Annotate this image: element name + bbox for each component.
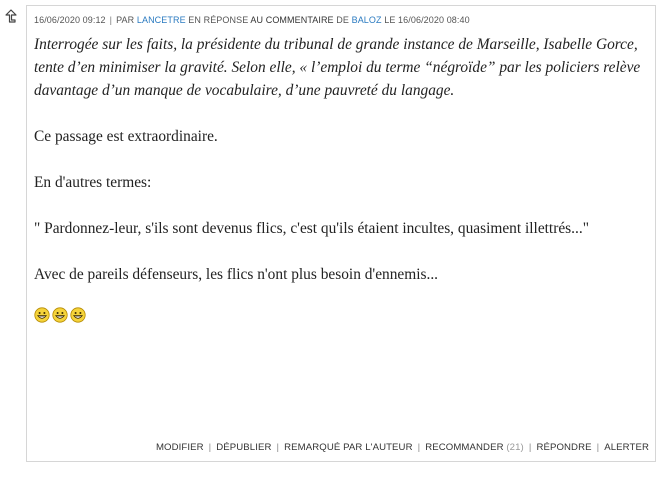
comment-actions: MODIFIER | DÉPUBLIER | REMARQUÉ PAR L'AUTEUR | RECOMMANDER (21) | RÉPONDRE | ALERTER <box>155 442 649 453</box>
by-prefix: PAR <box>116 15 135 25</box>
parent-datetime: 16/06/2020 08:40 <box>398 15 470 25</box>
comment-paragraph: En d'autres termes: <box>34 174 152 191</box>
parent-author-link[interactable]: BALOZ <box>351 15 382 25</box>
comment-card <box>26 5 656 462</box>
modify-link[interactable]: MODIFIER <box>155 442 204 453</box>
author-link[interactable]: LANCETRE <box>136 15 186 25</box>
comment-paragraph: Avec de pareils défenseurs, les flics n'ont plus besoin d'ennemis... <box>34 266 439 283</box>
comment-paragraph: Ce passage est extraordinaire. <box>34 128 218 145</box>
recommend-count: (21) <box>506 442 524 453</box>
reply-arrow-icon <box>3 8 19 28</box>
alert-link[interactable]: ALERTER <box>604 442 649 453</box>
noticed-by-author-label: REMARQUÉ PAR L'AUTEUR <box>284 442 413 453</box>
grinning-face-icon <box>70 307 86 323</box>
parent-date-prefix: LE <box>384 15 396 25</box>
reply-prefix: EN RÉPONSE <box>188 15 249 25</box>
emoji-row <box>34 307 644 323</box>
comment-body <box>34 33 644 323</box>
grinning-face-icon <box>52 307 68 323</box>
comment-datetime: 16/06/2020 09:12 <box>34 15 106 25</box>
comment-meta: 16/06/2020 09:12 | PAR LANCETRE EN RÉPONSE AU COMMENTAIRE DE BALOZ LE 16/06/2020 08:40 <box>34 15 470 25</box>
unpublish-link[interactable]: DÉPUBLIER <box>216 442 272 453</box>
reply-link[interactable]: RÉPONDRE <box>536 442 592 453</box>
comment-paragraph: " Pardonnez-leur, s'ils sont devenus flics, c'est qu'ils étaient incultes, quasiment illettrés..." <box>34 220 589 237</box>
recommend-link[interactable]: RECOMMANDER <box>425 442 504 453</box>
parent-comment-link[interactable]: AU COMMENTAIRE <box>250 15 334 25</box>
grinning-face-icon <box>34 307 50 323</box>
of-prefix: DE <box>336 15 349 25</box>
quoted-text: Interrogée sur les faits, la présidente du tribunal de grande instance de Marseille, Isabelle Gorce, tente d’en minimiser la gravité. Selon elle, « l’emploi du terme “négroïde” par les policiers relève davantage d’un manque de vocabulaire, d’une pauvreté du langage. <box>34 36 641 99</box>
